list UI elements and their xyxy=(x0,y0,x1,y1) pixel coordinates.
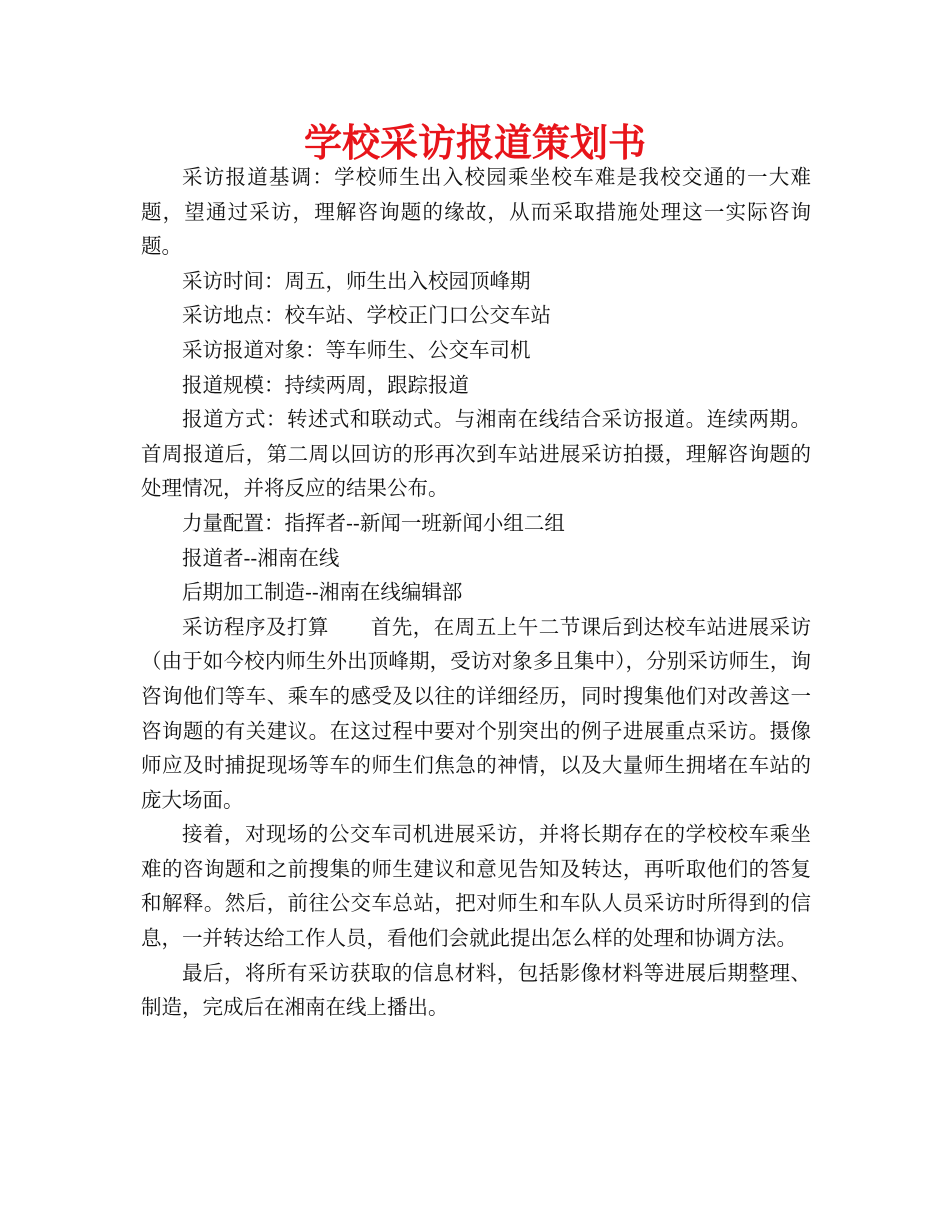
paragraph-reporter: 报道者--湘南在线 xyxy=(182,545,340,570)
paragraph-time: 采访时间：周五，师生出入校园顶峰期 xyxy=(182,268,531,293)
paragraph-location: 采访地点：校车站、学校正门口公交车站 xyxy=(182,303,551,328)
paragraph-scale: 报道规模：持续两周，跟踪报道 xyxy=(182,372,469,397)
paragraph-tone: 采访报道基调：学校师生出入校园乘坐校车难是我校交通的一大难题，望通过采访，理解咨询题的缘故，从而采取措施处理这一实际咨询题。 xyxy=(141,165,811,259)
paragraph-staffing: 力量配置：指挥者--新闻一班新闻小组二组 xyxy=(182,510,565,535)
paragraph-final: 最后，将所有采访获取的信息材料，包括影像材料等进展后期整理、制造，完成后在湘南在线上播出。 xyxy=(141,960,811,1020)
document-body xyxy=(141,160,811,1025)
paragraph-procedure: 采访程序及打算 首先，在周五上午二节课后到达校车站进展采访（由于如今校内师生外出顶峰期，受访对象多且集中），分别采访师生，询咨询他们等车、乘车的感受及以往的详细经历，同时搜集他们对改善这一咨询题的有关建议。在这过程中要对个别突出的例子进展重点采访。摄像师应及时捕捉现场等车的师生们焦急的神情，以及大量师生拥堵在车站的庞大场面。 xyxy=(141,614,811,812)
paragraph-method: 报道方式：转述式和联动式。与湘南在线结合采访报道。连续两期。首周报道后，第二周以回访的形再次到车站进展采访拍摄，理解咨询题的处理情况，并将反应的结果公布。 xyxy=(141,407,811,501)
paragraph-postproduction: 后期加工制造--湘南在线编辑部 xyxy=(182,580,463,605)
paragraph-subjects: 采访报道对象：等车师生、公交车司机 xyxy=(182,337,531,362)
paragraph-next-steps: 接着，对现场的公交车司机进展采访，并将长期存在的学校校车乘坐难的咨询题和之前搜集的师生建议和意见告知及转达，再听取他们的答复和解释。然后，前往公交车总站，把对师生和车队人员采访时所得到的信息，一并转达给工作人员，看他们会就此提出怎么样的处理和协调方法。 xyxy=(141,822,811,951)
document-title: 学校采访报道策划书 xyxy=(303,121,646,165)
